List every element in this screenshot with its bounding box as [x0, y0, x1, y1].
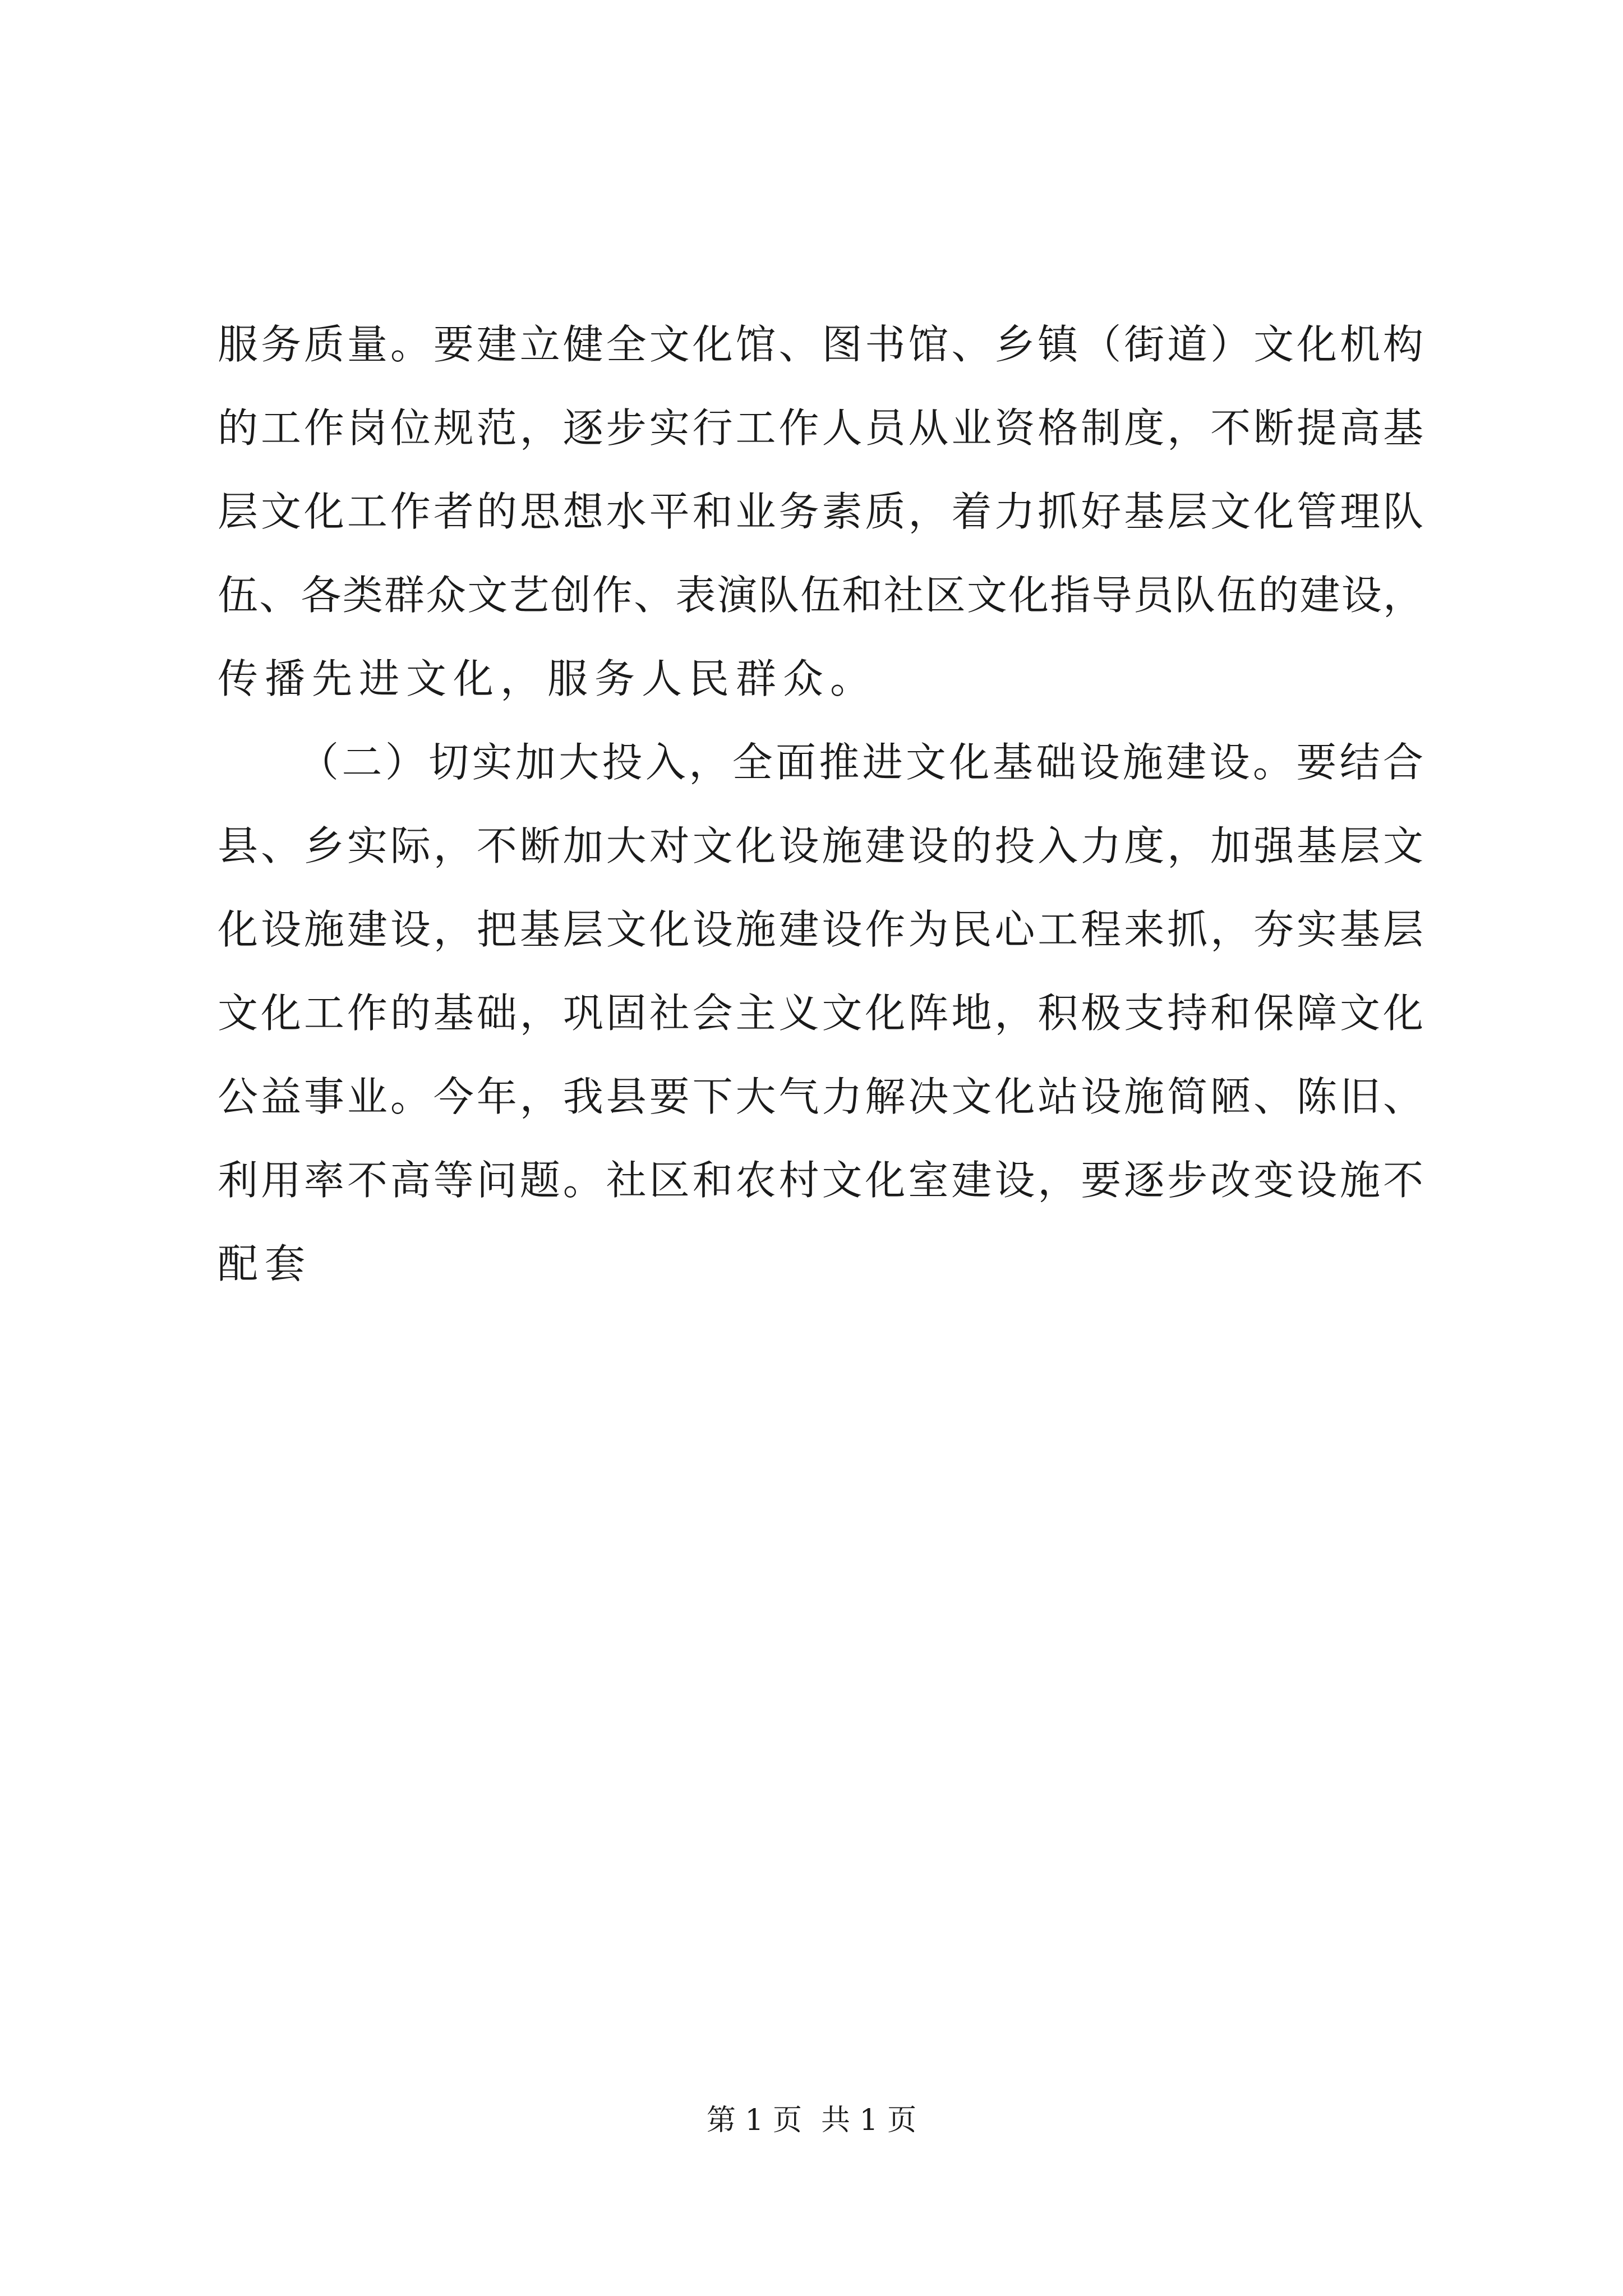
page-footer: [0, 2098, 1623, 2143]
text-line: 县、乡实际，不断加大对文化设施建设的投入力度，加强基层文: [218, 822, 1423, 869]
paragraph-heading-line: （二）切实加大投入，全面推进文化基础设施建设。要结合: [298, 739, 1423, 786]
text-line: 配套: [218, 1240, 312, 1287]
text-line: 利用率不高等问题。社区和农村文化室建设，要逐步改变设施不: [218, 1157, 1423, 1204]
text-line: 传播先进文化，服务人民群众。: [218, 655, 878, 702]
page-number: 第 1 页: [706, 2104, 802, 2137]
text-line: 服务质量。要建立健全文化馆、图书馆、乡镇（街道）文化机构: [218, 321, 1423, 368]
body-text: [218, 303, 1423, 1306]
text-line: 层文化工作者的思想水平和业务素质，着力抓好基层文化管理队: [218, 488, 1423, 535]
text-line: 伍、各类群众文艺创作、表演队伍和社区文化指导员队伍的建设，: [218, 572, 1423, 619]
text-line: 化设施建设，把基层文化设施建设作为民心工程来抓，夯实基层: [218, 906, 1423, 953]
page-total: 共 1 页: [821, 2104, 917, 2137]
text-line: 的工作岗位规范，逐步实行工作人员从业资格制度，不断提高基: [218, 404, 1423, 452]
text-line: 公益事业。今年，我县要下大气力解决文化站设施简陋、陈旧、: [218, 1073, 1423, 1120]
text-line: 文化工作的基础，巩固社会主义文化阵地，积极支持和保障文化: [218, 990, 1423, 1037]
